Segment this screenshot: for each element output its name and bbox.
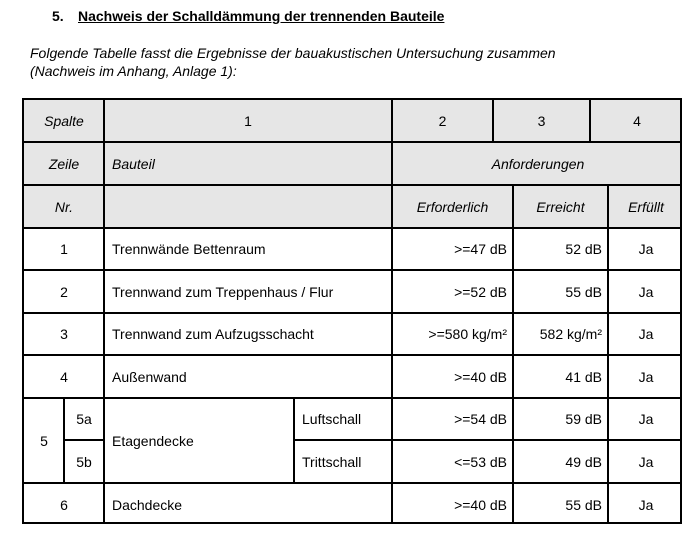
row-5b-nr: 5b [76,453,92,470]
results-table [22,98,682,524]
row-5b-erreicht: 49 dB [565,453,602,470]
header-anforderungen: Anforderungen [392,142,682,185]
row-5a-erreicht: 59 dB [565,411,602,427]
row-5-bauteil: Etagendecke [112,432,194,449]
row-1-erreicht: 52 dB [565,241,602,257]
row-2-bauteil: Trennwand zum Treppenhaus / Flur [112,283,334,300]
row-4-bauteil: Außenwand [112,368,187,385]
row-6-erforderlich: >=40 dB [454,496,507,513]
row-5a-erforderlich: >=54 dB [454,411,507,427]
row-6-erreicht: 55 dB [565,496,602,513]
grid-line [492,100,494,142]
section-number: 5. [52,8,64,24]
row-5a-erfuellt: Ja [638,411,654,427]
header-erforderlich: Erforderlich [392,185,513,228]
grid-line [24,227,682,229]
grid-line [64,439,104,441]
grid-line [293,398,295,483]
grid-line [24,354,682,356]
row-1-erforderlich: >=47 dB [454,241,507,257]
row-3-erreicht: 582 kg/m² [539,326,602,342]
grid-line [24,312,682,314]
row-4-erforderlich: >=40 dB [454,368,507,385]
grid-line [24,482,682,484]
grid-line [24,269,682,271]
row-6-erfuellt: Ja [638,496,654,513]
grid-line [294,439,682,441]
header-col-1: 1 [104,100,392,142]
intro-paragraph [30,44,556,80]
row-5b-art: Trittschall [302,453,362,470]
row-6-bauteil: Dachdecke [112,496,183,513]
row-4-nr: 4 [60,368,68,385]
grid-line [589,100,591,142]
section-title: Nachweis der Schalldämmung der trennenden Bauteile [78,8,445,24]
row-2-erreicht: 55 dB [565,283,602,300]
row-4-erfuellt: Ja [638,368,654,385]
grid-line [391,100,393,524]
row-3-erfuellt: Ja [638,326,654,342]
row-5a-art: Luftschall [302,411,362,427]
grid-line [607,185,609,524]
row-1-bauteil: Trennwände Bettenraum [112,241,266,257]
section-heading [52,8,444,24]
grid-line [24,397,682,399]
row-3-bauteil: Trennwand zum Aufzugsschacht [112,326,314,342]
row-5-nr: 5 [40,432,48,449]
row-2-nr: 2 [60,283,68,300]
header-col-3: 3 [493,100,590,142]
grid-line [24,184,682,186]
grid-line [103,100,105,524]
header-col-2: 2 [392,100,493,142]
row-4-erreicht: 41 dB [565,368,602,385]
header-erreicht: Erreicht [513,185,608,228]
intro-line-2: (Nachweis im Anhang, Anlage 1): [30,63,237,79]
header-spalte: Spalte [24,100,104,142]
header-erfuellt: Erfüllt [608,185,682,228]
header-nr: Nr. [24,185,104,228]
row-6-nr: 6 [60,496,68,513]
row-1-erfuellt: Ja [638,241,654,257]
row-5b-erforderlich: <=53 dB [454,453,507,470]
header-col-4: 4 [590,100,682,142]
grid-line [63,398,65,483]
grid-line [24,141,682,143]
row-1-nr: 1 [60,241,68,257]
row-5a-nr: 5a [76,411,92,427]
row-2-erforderlich: >=52 dB [454,283,507,300]
row-5b-erfuellt: Ja [638,453,654,470]
header-zeile: Zeile [24,142,104,185]
row-2-erfuellt: Ja [638,283,654,300]
grid-line [512,185,514,524]
row-3-nr: 3 [60,326,68,342]
header-bauteil: Bauteil [104,142,392,185]
row-3-erforderlich: >=580 kg/m² [428,326,507,342]
intro-line-1: Folgende Tabelle fasst die Ergebnisse der bauakustischen Untersuchung zusammen [30,45,556,61]
header-empty [104,185,392,228]
